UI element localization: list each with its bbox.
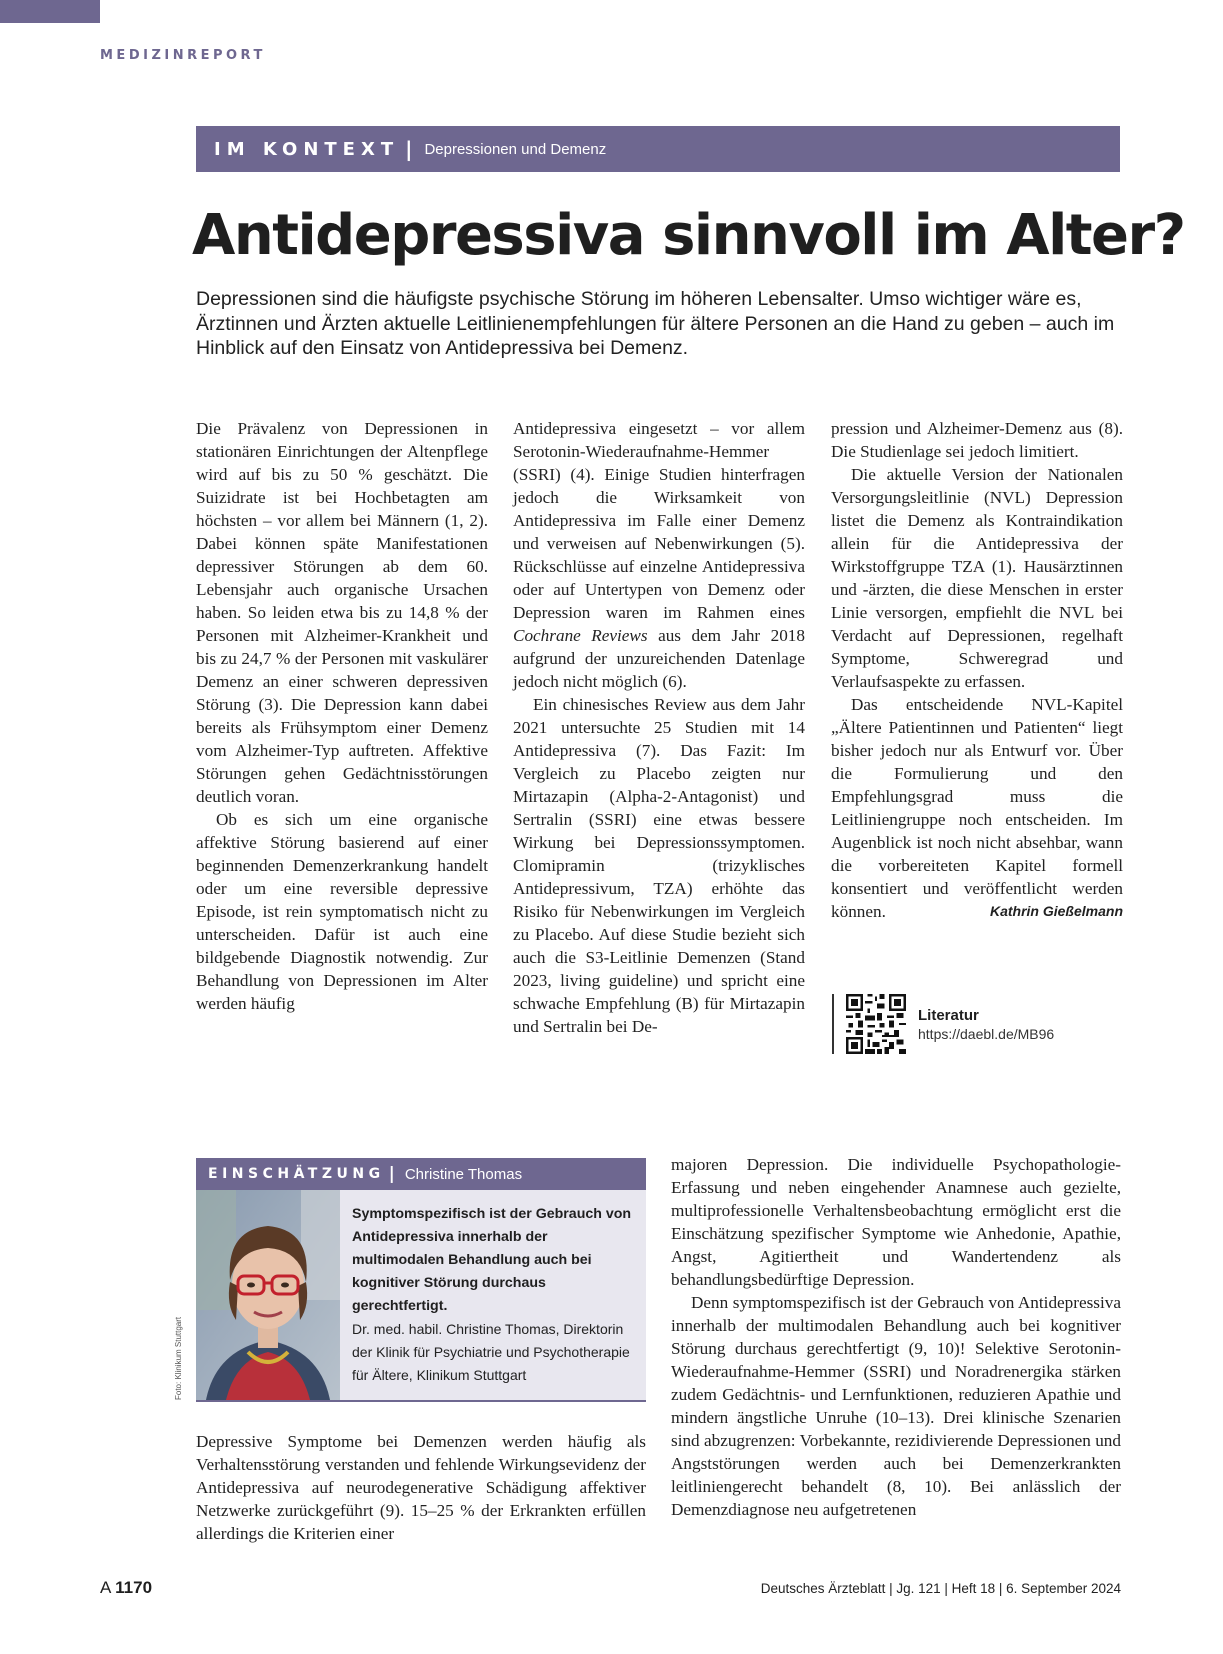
literatur-title: Literatur [918, 1006, 979, 1024]
kontext-banner [196, 126, 1120, 172]
photo-credit: Foto: Klinikum Stuttgart [174, 1316, 183, 1400]
einschaetzung-separator: | [388, 1164, 395, 1184]
page-number-value: 1170 [115, 1578, 153, 1597]
einschaetzung-paragraph-right-2: Denn symptomspezifisch ist der Gebrauch von Antidepressiva innerhalb der multimodalen Behandlung auch bei kognitiver Störung durchaus gerechtfertigt (9, 10)! Selektive Serotonin-Wiederaufnahme-Hemmer (SSRI) und Noradrenergika stärken zudem Gedächtnis- und Lernfunktionen, reduzieren Apathie und mindern ängstliche Unruhe (10–13). Drei klinische Szenarien sind abzugrenzen: Vorbekannte, rezidivierende Depressionen und Angststörungen werden auch bei Demenzerkrankten leitliniengerecht behandelt (8, 10). Bei anlässlich der Demenzdiagnose neu aufgetretenen [671, 1293, 1121, 1519]
article-column-2 [513, 417, 805, 1038]
literatur-link[interactable]: https://daebl.de/MB96 [918, 1025, 1055, 1042]
einschaetzung-paragraph-right-1: majoren Depression. Die individuelle Psychopathologie-Erfassung und neben eingehender Anamnese auch gezielte, multiprofessionelle Verhaltensbeobachtung ermöglicht erst die Einschätzung spezifischer Symptome wie Anhedonie, Apathie, Angst, Agitiertheit und Wandertendenz als behandlungsbedürftige Depression. [671, 1155, 1121, 1289]
col2-paragraph-2: Ein chinesisches Review aus dem Jahr 2021 untersuchte 25 Studien mit 14 Antidepressiva (7). Das Fazit: Im Vergleich zu Placebo zeigten nur Mirtazapin (Alpha-2-Antagonist) und Sertralin (SSRI) eine etwas bessere Wirkung bei Depressionssymptomen. Clomipramin (trizyklisches Antidepressivum, TZA) erhöhte das Risiko für Nebenwirkungen im Vergleich zu Placebo. Auf diese Studie bezieht sich auch die S3-Leitlinie Demenzen (Stand 2023, living guideline) und spricht eine schwache Empfehlung (B) für Mirtazapin und Sertralin bei De- [513, 695, 805, 1036]
literatur-divider [832, 994, 834, 1054]
einschaetzung-label: EINSCHÄTZUNG [208, 1166, 385, 1182]
author-photo [196, 1190, 340, 1400]
einschaetzung-banner [196, 1158, 646, 1190]
article-lead: Depressionen sind die häufigste psychische Störung im höheren Lebensalter. Umso wichtiger wäre es, Ärztinnen und Ärzten aktuelle Leitlinienempfehlungen für ältere Personen an die Hand zu geben – auch im Hinblick auf den Einsatz von Antidepressiva bei Demenz. [196, 288, 1115, 359]
kontext-separator: | [405, 137, 413, 161]
qr-code-icon[interactable] [846, 994, 906, 1054]
article-author: Kathrin Gießelmann [989, 903, 1123, 919]
page-prefix: A [100, 1578, 111, 1597]
col3-paragraph-3 [831, 693, 1123, 923]
col2-text-a: Antidepressiva eingesetzt – vor allem Serotonin-Wiederaufnahme-Hemmer (SSRI) (4). Einige Studien hinterfragen jedoch die Wirksamkeit von Antidepressiva im Falle einer Demenz und verweisen auf Nebenwirkungen (5). Rückschlüsse auf einzelne Antidepressiva oder auf Untertypen von Demenz oder Depression waren im Rahmen eines [513, 419, 805, 622]
einschaetzung-column-left [196, 1430, 646, 1545]
col1-paragraph-2: Ob es sich um eine organische affektive Störung basierend auf einer beginnenden Demenzerkrankung handelt oder um eine reversible depressive Episode, ist rein symptomatisch nicht zu unterscheiden. Dafür ist auch eine bildgebende Diagnostik notwendig. Zur Behandlung von Depressionen im Alter werden häufig [196, 810, 488, 1013]
col3-paragraph-1: pression und Alzheimer-Demenz aus (8). Die Studienlage sei jedoch limitiert. [831, 419, 1123, 461]
article-column-1 [196, 417, 488, 1015]
page-number [100, 1578, 152, 1598]
article-column-3 [831, 417, 1123, 923]
section-label: MEDIZINREPORT [100, 48, 266, 63]
journal-info: Deutsches Ärzteblatt | Jg. 121 | Heft 18 | 6. September 2024 [760, 1581, 1121, 1596]
corner-accent-bar [0, 0, 100, 23]
einschaetzung-bio: Dr. med. habil. Christine Thomas, Direktorin der Klinik für Psychiatrie und Psychotherapie für Ältere, Klinikum Stuttgart [352, 1321, 630, 1383]
article-title: Antidepressiva sinnvoll im Alter? [192, 203, 1185, 268]
einschaetzung-paragraph-left: Depressive Symptome bei Demenzen werden häufig als Verhaltensstörung verstanden und fehlende Wirkungsevidenz der Antidepressiva auf neurodegenerative Schädigung affektiver Netzwerke zurückgeführt (9). 15–25 % der Erkrankten erfüllen allerdings die Kriterien einer [196, 1432, 646, 1543]
kontext-label: IM KONTEXT [214, 138, 400, 160]
col1-paragraph-1: Die Prävalenz von Depressionen in stationären Einrichtungen der Altenpflege wird auf bis zu 50 % geschätzt. Die Suizidrate ist bei Hochbetagten am höchsten – vor allem bei Männern (1, 2). Dabei können späte Manifestationen depressiver Störungen ab dem 60. Lebensjahr auch organische Ursachen haben. So leiden etwa bis zu 14,8 % der Personen mit Alzheimer-Krankheit und bis zu 24,7 % der Personen mit vaskulärer Demenz an einer schweren depressiven Störung (3). Die Depression kann dabei bereits als Frühsymptom einer Demenz vom Alzheimer-Typ auftreten. Affektive Störungen gehen Gedächtnisstörungen deutlich voran. [196, 419, 488, 806]
literatur-box[interactable] [832, 994, 1054, 1054]
kontext-topic: Depressionen und Demenz [424, 140, 607, 158]
literatur-text [918, 1007, 1054, 1042]
col2-paragraph-1 [513, 417, 805, 693]
einschaetzung-person: Christine Thomas [404, 1165, 523, 1183]
col3-paragraph-2: Die aktuelle Version der Nationalen Versorgungsleitlinie (NVL) Depression listet die Demenz als Kontraindikation allein für die Antidepressiva der Wirkstoffgruppe TZA (1). Hausärztinnen und -ärzten, die diese Menschen in erster Linie versorgen, empfiehlt die NVL bei Verdacht auf Depressionen, regelhaft Symptome, Schweregrad und Verlaufsaspekte zu erfassen. [831, 465, 1123, 691]
einschaetzung-quote: Symptomspezifisch ist der Gebrauch von Antidepressiva innerhalb der multimodalen Behandlung auch bei kognitiver Störung durchaus gerechtfertigt. [352, 1206, 632, 1314]
einschaetzung-column-right [671, 1153, 1121, 1521]
col2-text-b: aus dem Jahr 2018 aufgrund der unzureichenden Datenlage jedoch nicht möglich (6). [513, 626, 805, 691]
cochrane-reviews-italic: Cochrane Reviews [513, 626, 648, 645]
col3-text: Das entscheidende NVL-Kapitel „Ältere Patientinnen und Patienten“ liegt bisher jedoch nur als Entwurf vor. Über die Formulierung und den Empfehlungsgrad muss die Leitliniengruppe noch entscheiden. Im Augenblick ist noch nicht absehbar, wann die vorbereiteten Kapitel formell konsentiert und veröffentlicht werden können. [831, 695, 1123, 921]
